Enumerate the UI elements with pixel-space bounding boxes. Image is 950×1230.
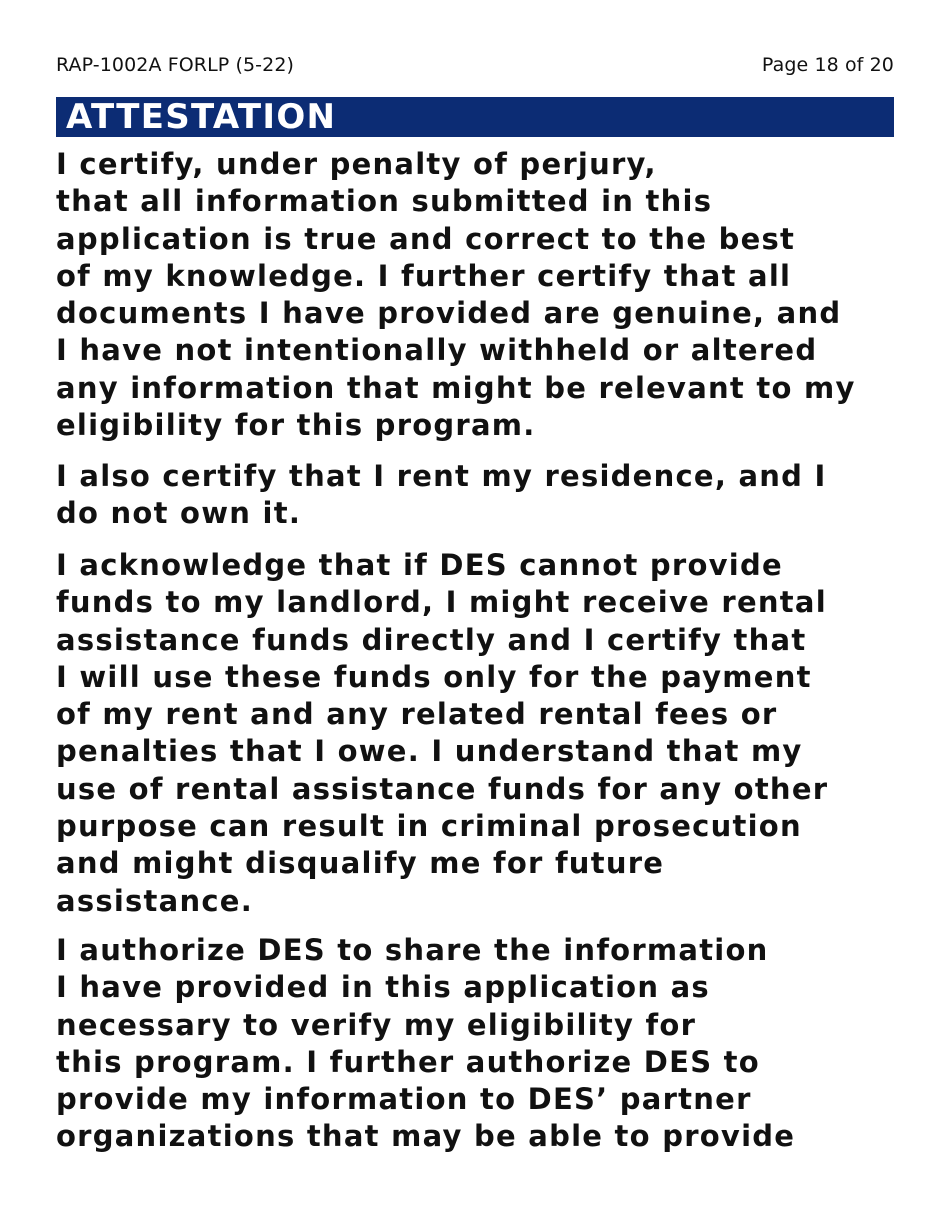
paragraph-line: do not own it. [56,496,302,531]
paragraph-line: I also certify that I rent my residence, and I [56,459,827,493]
paragraph-line: that all information submitted in this [56,184,713,219]
paragraph-line: application is true and correct to the best [56,221,796,256]
paragraph-line: provide my information to DES’ partner [56,1082,752,1117]
page-number: Page 18 of 20 [761,54,894,76]
paragraph-line: I have not intentionally withheld or altered [56,333,818,368]
section-title: ATTESTATION [66,97,337,137]
certification-paragraph [56,146,856,444]
paragraph-line: I have provided in this application as [56,970,710,1005]
paragraph-line: organizations that may be able to provide [56,1119,796,1154]
paragraph-line: I certify, under penalty of perjury, [56,147,657,181]
form-id: RAP-1002A FORLP (5-22) [56,54,295,76]
paragraph-line: purpose can result in criminal prosecution [56,809,802,844]
paragraph-line: use of rental assistance funds for any other [56,771,829,806]
paragraph-line: documents I have provided are genuine, and [56,296,842,331]
residence-paragraph [56,458,827,533]
funds-acknowledgement-paragraph [56,547,828,920]
information-sharing-paragraph [56,932,795,1156]
paragraph-line: of my knowledge. I further certify that all [56,258,792,293]
paragraph-line: funds to my landlord, I might receive rental [56,585,827,620]
paragraph-line: any information that might be relevant to my [56,370,856,405]
paragraph-line: of my rent and any related rental fees or [56,697,778,732]
paragraph-line: necessary to verify my eligibility for [56,1007,697,1042]
paragraph-line: eligibility for this program. [56,408,536,443]
page-header [56,52,894,78]
paragraph-line: penalties that I owe. I understand that my [56,734,803,769]
paragraph-line: I will use these funds only for the payment [56,659,812,694]
paragraph-line: I acknowledge that if DES cannot provide [56,548,783,582]
paragraph-line: this program. I further authorize DES to [56,1044,760,1079]
paragraph-line: and might disqualify me for future [56,846,665,881]
paragraph-line: assistance funds directly and I certify that [56,622,807,657]
paragraph-line: assistance. [56,883,253,918]
attestation-section-banner [56,97,894,137]
paragraph-line: I authorize DES to share the information [56,933,769,967]
